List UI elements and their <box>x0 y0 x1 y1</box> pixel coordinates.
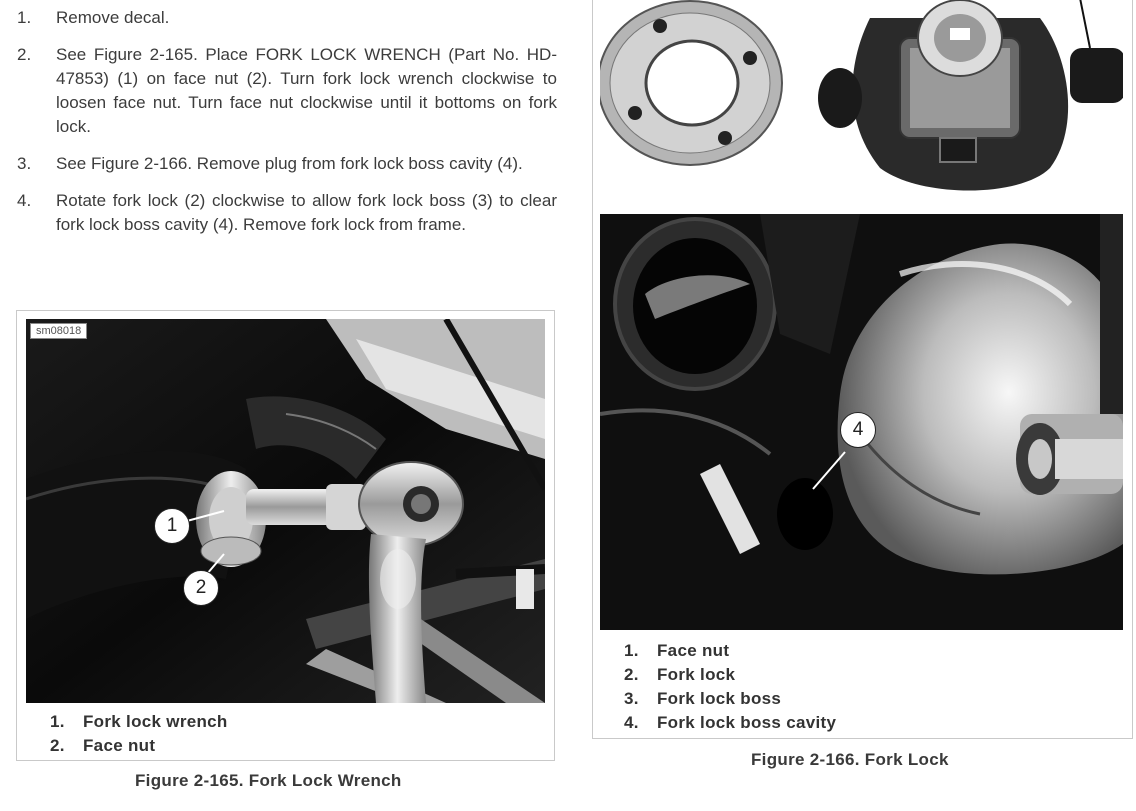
legend-item: 1. Face nut <box>624 641 730 660</box>
step-2 <box>17 43 557 139</box>
fork-lock-wrench-photo <box>26 319 545 703</box>
fork-lock-parts-photo <box>600 0 1123 198</box>
figure-165-legend <box>50 710 228 758</box>
step-4 <box>17 189 557 237</box>
callout-1: 1 <box>154 508 190 544</box>
step-number: 3. <box>17 154 32 173</box>
procedure-steps <box>17 6 557 250</box>
figure-165-caption: Figure 2-165. Fork Lock Wrench <box>135 771 402 790</box>
callout-2: 2 <box>183 570 219 606</box>
photo-illustration <box>26 319 545 703</box>
step-3 <box>17 152 557 176</box>
legend-item: 3. Fork lock boss <box>624 689 782 708</box>
step-text: Remove decal. <box>56 8 170 27</box>
step-number: 4. <box>17 191 32 210</box>
step-text: See Figure 2-165. Place FORK LOCK WRENCH (Part No. HD-47853) (1) on face nut (2). Turn fork lock wrench clockwise to loosen face nut. Turn face nut clockwise until it bottoms on fork lock. <box>56 45 557 136</box>
callout-4: 4 <box>840 412 876 448</box>
step-number: 2. <box>17 45 32 64</box>
photo-id-label: sm08018 <box>30 323 87 339</box>
step-text: See Figure 2-166. Remove plug from fork lock boss cavity (4). <box>56 154 523 173</box>
legend-item: 4. Fork lock boss cavity <box>624 713 837 732</box>
figure-166-caption: Figure 2-166. Fork Lock <box>751 750 949 769</box>
legend-item: 2. Face nut <box>50 736 156 755</box>
fork-lock-installed-photo <box>600 214 1123 630</box>
figure-2-165 <box>16 310 555 761</box>
legend-item: 1. Fork lock wrench <box>50 712 228 731</box>
step-1 <box>17 6 557 30</box>
figure-2-166 <box>592 0 1133 739</box>
step-text: Rotate fork lock (2) clockwise to allow fork lock boss (3) to clear fork lock boss cavity (4). Remove fork lock from frame. <box>56 191 557 234</box>
legend-item: 2. Fork lock <box>624 665 736 684</box>
step-number: 1. <box>17 8 32 27</box>
photo-illustration <box>600 0 1123 198</box>
figure-166-legend <box>624 639 836 735</box>
